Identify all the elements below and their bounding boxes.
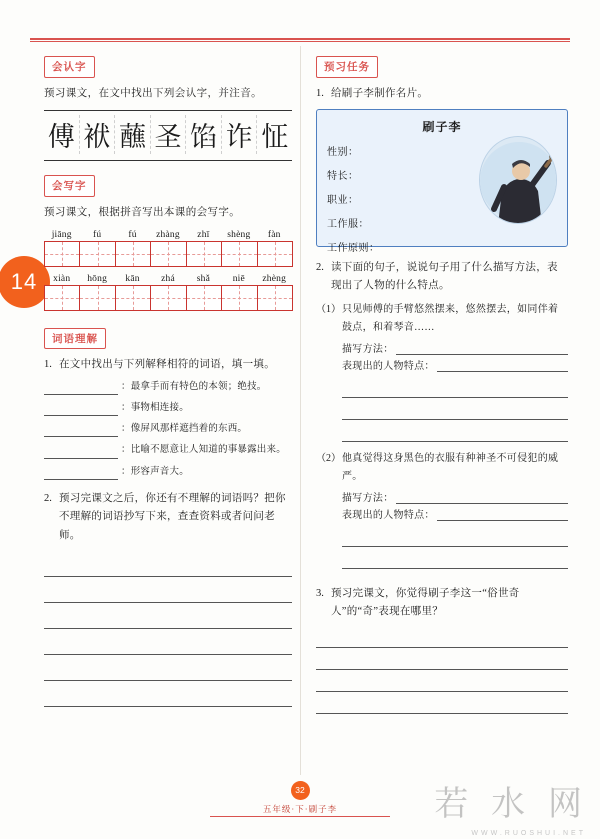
section-tag-write: 会写字 — [44, 175, 95, 197]
question-text: 读下面的句子，说说句子用了什么描写方法，表现出了人物的什么特点。 — [331, 261, 558, 292]
question-text: 在文中找出与下列解释相符的词语，填一填。 — [59, 359, 275, 371]
question-number: 2. — [316, 261, 324, 273]
answer-lines-q3[interactable] — [316, 626, 568, 714]
recognize-instruction: 预习课文，在文中找出下列会认字，并注音。 — [44, 87, 262, 99]
pinyin: hōng — [87, 273, 108, 284]
task-question-1 — [316, 85, 568, 103]
section-tag-recognize: 会认字 — [44, 56, 95, 78]
pinyin: jiāng — [51, 229, 72, 240]
vocab-question-2 — [44, 490, 292, 545]
answer-line[interactable] — [44, 603, 292, 629]
answer-lines-sub-1[interactable] — [342, 376, 568, 442]
field-label: 描写方法： — [342, 492, 394, 504]
pinyin: niē — [232, 273, 245, 284]
question-number: 3. — [316, 587, 324, 599]
top-divider — [30, 38, 570, 40]
writing-cell[interactable] — [150, 285, 186, 311]
answer-blank[interactable] — [44, 446, 118, 459]
subquestion-sentence: 他真觉得这身黑色的衣服有种神圣不可侵犯的威严。 — [342, 452, 559, 482]
portrait-illustration — [479, 136, 557, 224]
pinyin: fàn — [267, 229, 281, 240]
writing-cell[interactable] — [79, 285, 115, 311]
left-column — [44, 56, 292, 707]
writing-cell[interactable] — [221, 285, 257, 311]
answer-line[interactable] — [316, 648, 568, 670]
right-column — [316, 56, 568, 714]
writing-grid-row-1[interactable] — [44, 241, 292, 267]
question-number: 1. — [44, 359, 52, 371]
hanzi-cell: 诈 — [222, 115, 258, 154]
footer-divider — [210, 816, 390, 817]
hanzi-cell: 怔 — [261, 122, 289, 154]
field-label: 描写方法： — [342, 343, 394, 355]
hanzi-cell: 蘸 — [115, 115, 151, 154]
column-divider — [300, 46, 301, 775]
footer-page-number: 32 — [291, 781, 310, 800]
field-label: 表现出的人物特点： — [342, 360, 435, 372]
subquestion-1 — [316, 301, 568, 337]
answer-blank[interactable] — [44, 467, 118, 480]
fill-row-trait-1[interactable] — [342, 357, 568, 372]
writing-cell[interactable] — [257, 285, 293, 311]
answer-line[interactable] — [342, 547, 568, 569]
writing-cell[interactable] — [257, 241, 293, 267]
footer-caption: 五年级·下·刷子李 — [262, 804, 338, 814]
task-question-2 — [316, 259, 568, 296]
answer-line[interactable] — [316, 670, 568, 692]
card-title: 刷子李 — [422, 119, 462, 134]
recognize-character-row — [44, 110, 292, 161]
writing-cell[interactable] — [79, 241, 115, 267]
answer-line[interactable] — [316, 626, 568, 648]
fill-row-trait-2[interactable] — [342, 506, 568, 521]
pinyin: zhàng — [156, 229, 180, 240]
pinyin: zhī — [197, 229, 210, 240]
card-field[interactable]: 特长： — [327, 170, 359, 182]
answer-line[interactable] — [342, 376, 568, 398]
definition-row[interactable] — [44, 380, 292, 395]
answer-lines-left[interactable] — [44, 551, 292, 707]
writing-cell[interactable] — [186, 241, 222, 267]
definition-text: ：像屏风那样遮挡着的东西。 — [121, 424, 248, 435]
pinyin: shèng — [227, 229, 251, 240]
answer-blank[interactable] — [437, 508, 568, 521]
pinyin-row-1 — [44, 230, 292, 240]
answer-blank[interactable] — [437, 359, 568, 372]
answer-line[interactable] — [342, 398, 568, 420]
answer-line[interactable] — [342, 525, 568, 547]
pinyin: fú — [92, 229, 102, 240]
writing-grid-row-2[interactable] — [44, 285, 292, 311]
question-text: 给刷子李制作名片。 — [331, 87, 429, 99]
definition-row[interactable] — [44, 465, 292, 480]
write-instruction: 预习课文，根据拼音写出本课的会写字。 — [44, 206, 241, 218]
card-field[interactable]: 职业： — [327, 194, 359, 206]
pinyin: zhá — [161, 273, 175, 284]
hanzi-cell: 馅 — [186, 115, 222, 154]
answer-line[interactable] — [342, 420, 568, 442]
card-field[interactable]: 性别： — [327, 146, 359, 158]
definition-text: ：最拿手而有特色的本领；绝技。 — [121, 381, 267, 392]
fill-row-method-1[interactable] — [342, 340, 568, 355]
question-text: 预习完课文，你觉得刷子李这一“俗世奇人”的“奇”表现在哪里？ — [331, 587, 520, 617]
pinyin: zhèng — [262, 273, 287, 284]
writing-cell[interactable] — [44, 285, 80, 311]
pinyin: xiàn — [53, 273, 71, 284]
question-text: 预习完课文之后，你还有不理解的词语吗？把你不理解的词语抄写下来，查查资料或者问问老师。 — [59, 492, 286, 541]
answer-line[interactable] — [316, 692, 568, 714]
section-tag-vocabulary: 词语理解 — [44, 328, 106, 350]
vocab-question-1 — [44, 356, 292, 374]
watermark: 若 水 网 — [434, 784, 588, 824]
section-tag-preview-task: 预习任务 — [316, 56, 378, 78]
card-field[interactable]: 工作服： — [327, 218, 369, 230]
subquestion-label: （1） — [316, 303, 341, 315]
fill-row-method-2[interactable] — [342, 489, 568, 504]
painter-figure-icon — [480, 137, 557, 224]
question-number: 2. — [44, 492, 52, 504]
watermark-url: WWW.RUOSHUI.NET — [471, 830, 586, 837]
pinyin: fú — [128, 229, 137, 240]
answer-line[interactable] — [44, 655, 292, 681]
answer-line[interactable] — [44, 629, 292, 655]
hanzi-cell: 圣 — [151, 115, 187, 154]
writing-cell[interactable] — [44, 241, 80, 267]
pinyin: kān — [125, 273, 140, 284]
pinyin: shǎ — [196, 273, 211, 284]
task-question-3 — [316, 585, 568, 622]
answer-line[interactable] — [44, 681, 292, 707]
writing-cell[interactable] — [115, 285, 151, 311]
answer-line[interactable] — [44, 577, 292, 603]
pinyin-row-2 — [44, 274, 292, 284]
definition-row[interactable] — [44, 422, 292, 437]
definition-row[interactable] — [44, 443, 292, 458]
answer-blank[interactable] — [44, 382, 118, 395]
subquestion-label: （2） — [316, 452, 341, 464]
answer-blank[interactable] — [396, 342, 569, 355]
hanzi-cell: 傅 — [44, 115, 80, 154]
subquestion-2 — [316, 450, 568, 486]
definition-text: ：比喻不愿意让人知道的事暴露出来。 — [121, 445, 286, 456]
answer-blank[interactable] — [44, 424, 118, 437]
writing-cell[interactable] — [221, 241, 257, 267]
page-number-badge: 14 — [0, 256, 50, 308]
id-card — [316, 109, 568, 254]
definition-row[interactable] — [44, 401, 292, 416]
writing-cell[interactable] — [115, 241, 151, 267]
hanzi-cell: 袱 — [80, 115, 116, 154]
question-number: 1. — [316, 87, 324, 99]
answer-lines-sub-2[interactable] — [342, 525, 568, 569]
writing-cell[interactable] — [150, 241, 186, 267]
answer-line[interactable] — [44, 551, 292, 577]
answer-blank[interactable] — [396, 491, 569, 504]
definition-text: ：形容声音大。 — [121, 466, 189, 477]
card-field[interactable]: 工作原则： — [327, 242, 380, 254]
subquestion-sentence: 只见师傅的手臂悠然摆来，悠然摆去，如同伴着鼓点，和着琴音…… — [342, 303, 559, 333]
definition-text: ：事物相连接。 — [121, 402, 189, 413]
answer-blank[interactable] — [44, 403, 118, 416]
writing-cell[interactable] — [186, 285, 222, 311]
field-label: 表现出的人物特点： — [342, 509, 435, 521]
